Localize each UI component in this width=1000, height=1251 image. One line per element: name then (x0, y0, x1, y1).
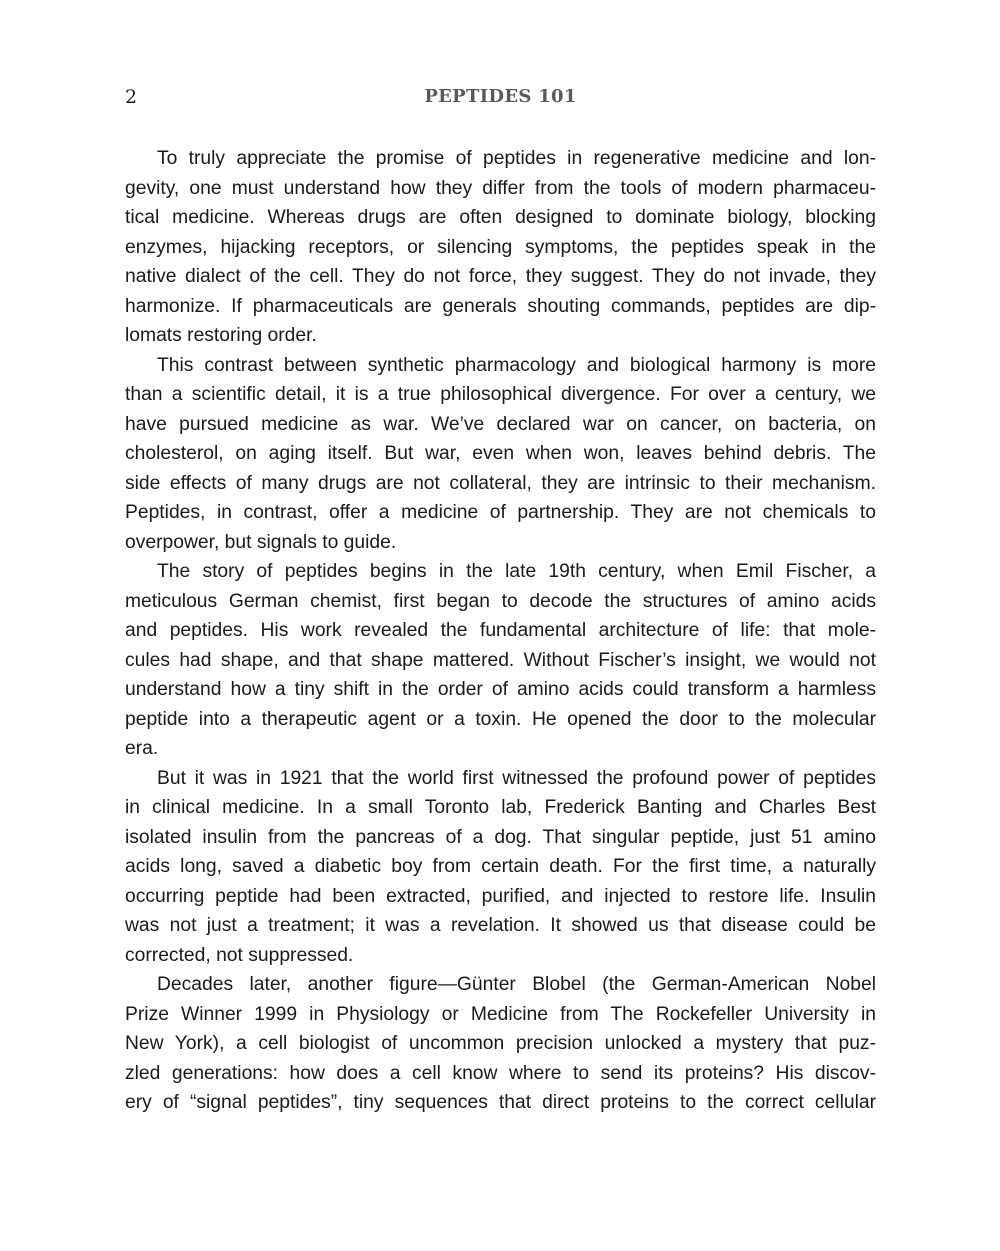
text-line: in clinical medicine. In a small Toronto lab, Frederick Banting and Charles Best (125, 797, 876, 818)
page-number: 2 (125, 86, 138, 108)
text-line: But it was in 1921 that the world first witnessed the profound power of peptides (157, 767, 876, 789)
text-line: was not just a treatment; it was a revelation. It showed us that disease could be (125, 915, 876, 936)
body-text (125, 144, 876, 1118)
paragraph-4 (125, 764, 876, 971)
text-line: era. (125, 738, 159, 759)
paragraph-3 (125, 557, 876, 764)
text-line: understand how a tiny shift in the order of amino acids could transform a harmless (125, 679, 876, 700)
paragraph-5 (125, 970, 876, 1118)
text-line: To truly appreciate the promise of peptides in regenerative medicine and lon- (157, 148, 876, 169)
text-line: overpower, but signals to guide. (125, 531, 397, 553)
text-line: harmonize. If pharmaceuticals are generals shouting commands, peptides are dip- (125, 295, 876, 317)
page-header (125, 86, 876, 114)
text-line: enzymes, hijacking receptors, or silencing symptoms, the peptides speak in the (125, 236, 876, 258)
text-line: zled generations: how does a cell know where to send its proteins? His discov- (125, 1062, 876, 1084)
text-line: peptide into a therapeutic agent or a toxin. He opened the door to the molecular (125, 708, 876, 730)
running-title: PEPTIDES 101 (424, 86, 577, 107)
text-line: Peptides, in contrast, offer a medicine of partnership. They are not chemicals to (125, 502, 876, 523)
text-line: The story of peptides begins in the late 19th century, when Emil Fischer, a (157, 561, 876, 582)
text-line: meticulous German chemist, first began to decode the structures of amino acids (125, 590, 876, 612)
text-line: have pursued medicine as war. We’ve declared war on cancer, on bacteria, on (125, 413, 876, 435)
text-line: tical medicine. Whereas drugs are often designed to dominate biology, blocking (125, 207, 876, 228)
paragraph-1 (125, 144, 876, 351)
text-line: acids long, saved a diabetic boy from certain death. For the first time, a naturally (125, 856, 876, 877)
text-line: Decades later, another figure—Günter Blobel (the German-American Nobel (157, 974, 876, 995)
text-line: New York), a cell biologist of uncommon precision unlocked a mystery that puz- (125, 1033, 876, 1054)
text-line: occurring peptide had been extracted, purified, and injected to restore life. Insulin (125, 885, 876, 907)
text-line: ery of “signal peptides”, tiny sequences that direct proteins to the correct cellular (125, 1092, 876, 1113)
text-line: side effects of many drugs are not collateral, they are intrinsic to their mechanism. (125, 472, 876, 494)
text-line: isolated insulin from the pancreas of a dog. That singular peptide, just 51 amino (125, 826, 876, 848)
text-line: than a scientific detail, it is a true philosophical divergence. For over a century, we (125, 384, 876, 405)
text-line: gevity, one must understand how they differ from the tools of modern pharmaceu- (125, 177, 876, 199)
text-line: corrected, not suppressed. (125, 944, 354, 966)
text-line: cules had shape, and that shape mattered. Without Fischer’s insight, we would not (125, 649, 876, 671)
text-line: lomats restoring order. (125, 325, 317, 346)
text-line: and peptides. His work revealed the fundamental architecture of life: that mole- (125, 620, 876, 641)
text-line: This contrast between synthetic pharmacology and biological harmony is more (157, 354, 876, 376)
text-line: native dialect of the cell. They do not force, they suggest. They do not invade, they (125, 266, 876, 287)
paragraph-2 (125, 351, 876, 558)
text-line: Prize Winner 1999 in Physiology or Medicine from The Rockefeller University in (125, 1003, 876, 1025)
text-line: cholesterol, on aging itself. But war, even when won, leaves behind debris. The (125, 443, 876, 464)
